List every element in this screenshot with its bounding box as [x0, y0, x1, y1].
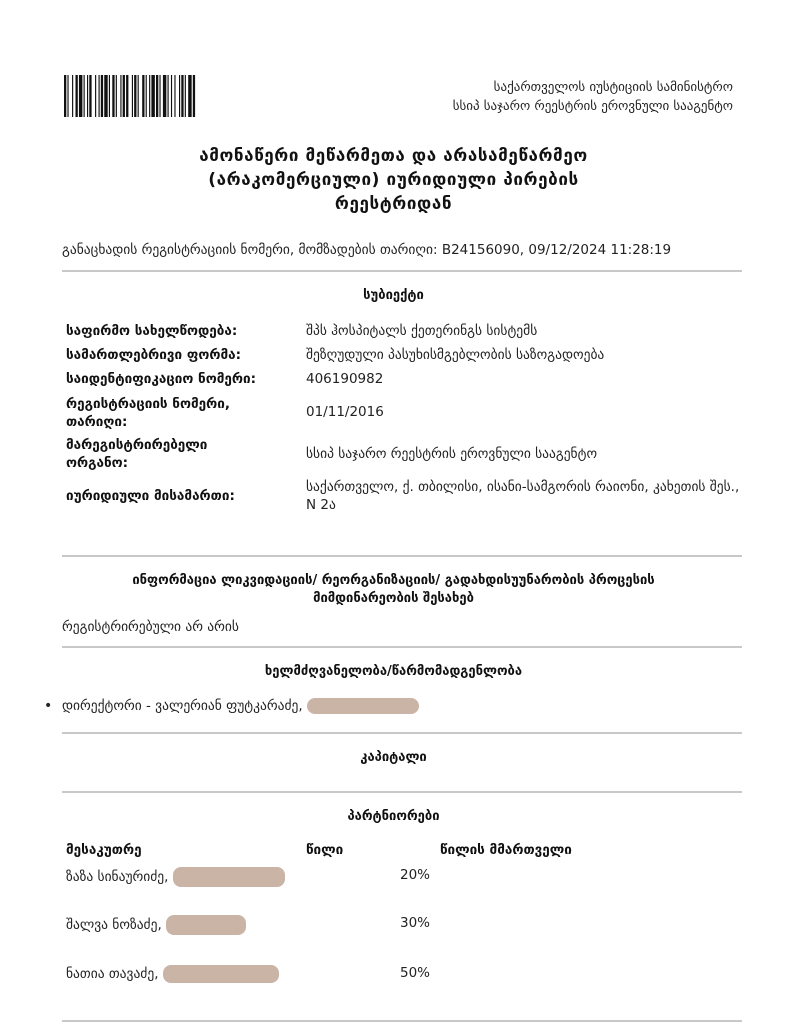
- field-label: საიდენტიფიკაციო ნომერი:: [66, 371, 256, 387]
- barcode-bar: [138, 75, 139, 117]
- barcode-bar: [126, 75, 128, 117]
- barcode-bar: [163, 75, 166, 117]
- barcode: [64, 75, 292, 117]
- management-heading: ხელმძღვანელობა/წარმომადგენლობა: [264, 664, 523, 679]
- subject-heading: სუბიექტი: [363, 288, 424, 303]
- barcode-bar: [99, 75, 100, 117]
- barcode-bar: [185, 75, 186, 117]
- barcode-bar: [171, 75, 172, 117]
- director-text: დირექტორი - ვალერიან ფუტკარაძე,: [62, 698, 303, 714]
- partner-name: შალვა ნოზაძე,: [66, 917, 162, 933]
- partner-row: [66, 965, 279, 983]
- field-label: იურიდიული მისამართი:: [66, 488, 235, 504]
- document-title: [0, 144, 787, 216]
- divider: [62, 646, 742, 648]
- redacted-id: [307, 698, 419, 714]
- barcode-bar: [123, 75, 125, 117]
- barcode-bar: [159, 75, 160, 117]
- barcode-bar: [174, 75, 175, 117]
- application-info: განაცხადის რეგისტრაციის ნომერი, მომზადების თარიღი: B24156090, 09/12/2024 11:28:19: [62, 242, 672, 258]
- capital-heading: კაპიტალი: [360, 750, 427, 765]
- divider: [62, 732, 742, 734]
- barcode-bar: [104, 75, 107, 117]
- field-value: 406190982: [306, 371, 384, 387]
- barcode-bar: [142, 75, 144, 117]
- barcode-bar: [151, 75, 154, 117]
- divider: [62, 1020, 742, 1022]
- column-share: წილი: [306, 842, 344, 858]
- partners-heading: პარტნიორები: [347, 809, 440, 824]
- partner-row: [66, 867, 285, 887]
- barcode-bar: [84, 75, 85, 117]
- barcode-bar: [149, 75, 150, 117]
- field-value: 01/11/2016: [306, 404, 384, 420]
- field-value: შეზღუდული პასუხისმგებლობის საზოგადოება: [306, 347, 605, 363]
- divider: [62, 791, 742, 793]
- field-label: სამართლებრივი ფორმა:: [66, 347, 241, 363]
- ministry-name: საქართველოს იუსტიციის სამინისტრო: [493, 80, 733, 95]
- redacted-id: [173, 867, 285, 887]
- partner-name: ზაზა სინაურიძე,: [66, 869, 169, 885]
- agency-name: სსიპ საჯარო რეესტრის ეროვნული სააგენტო: [452, 99, 733, 114]
- management-item: [44, 698, 419, 714]
- barcode-bar: [120, 75, 121, 117]
- barcode-image: [64, 75, 292, 117]
- divider: [62, 555, 742, 557]
- barcode-bar: [188, 75, 191, 117]
- field-value: შპს ჰოსპიტალს ქეთერინგს სისტემს: [306, 323, 538, 339]
- barcode-bar: [156, 75, 158, 117]
- barcode-bar: [112, 75, 114, 117]
- column-owner: მესაკუთრე: [66, 842, 142, 858]
- field-label: რეგისტრაციის ნომერი, თარიღი:: [66, 396, 230, 430]
- column-share-manager: წილის მმართველი: [440, 842, 572, 858]
- field-value: სსიპ საჯარო რეესტრის ეროვნული სააგენტო: [306, 446, 598, 462]
- barcode-bar: [79, 75, 82, 117]
- barcode-bar: [193, 75, 195, 117]
- field-label: საფირმო სახელწოდება:: [66, 323, 238, 339]
- barcode-bar: [134, 75, 136, 117]
- redacted-id: [166, 915, 246, 935]
- field-value: საქართველო, ქ. თბილისი, ისანი-სამგორის რაიონი, კახეთის შეს., N 2ა: [306, 479, 740, 513]
- barcode-bar: [89, 75, 91, 117]
- liquidation-heading: ინფორმაცია ლიკვიდაციის/ რეორგანიზაციის/ გადახდისუუნარობის პროცესის მიმდინარეობის შესახებ: [132, 573, 655, 606]
- barcode-bar: [87, 75, 88, 117]
- barcode-bar: [181, 75, 183, 117]
- agency-header: [373, 78, 733, 116]
- barcode-bar: [72, 75, 73, 117]
- bullet-marker: •: [44, 698, 53, 714]
- barcode-bar: [179, 75, 180, 117]
- title-line-1: ამონაწერი მეწარმეთა და არასამეწარმეო: [199, 146, 588, 166]
- liquidation-status: რეგისტრირებული არ არის: [62, 619, 239, 635]
- partner-row: [66, 915, 246, 935]
- partner-share: 50%: [400, 965, 431, 981]
- barcode-bar: [109, 75, 110, 117]
- redacted-id: [163, 965, 279, 983]
- barcode-bar: [132, 75, 133, 117]
- divider: [62, 270, 742, 272]
- partner-name: ნათია თავაძე,: [66, 966, 159, 982]
- title-line-3: რეესტრიდან: [334, 194, 453, 214]
- barcode-bar: [116, 75, 117, 117]
- barcode-bar: [67, 75, 68, 117]
- barcode-bar: [146, 75, 147, 117]
- barcode-bar: [64, 75, 66, 117]
- field-label: მარეგისტრირებელი ორგანო:: [66, 437, 208, 471]
- barcode-bar: [168, 75, 169, 117]
- barcode-bar: [101, 75, 103, 117]
- partner-share: 20%: [400, 867, 431, 883]
- barcode-bar: [76, 75, 78, 117]
- partner-share: 30%: [400, 915, 431, 931]
- title-line-2: (არაკომერციული) იურიდიული პირების: [208, 170, 579, 190]
- barcode-bar: [95, 75, 96, 117]
